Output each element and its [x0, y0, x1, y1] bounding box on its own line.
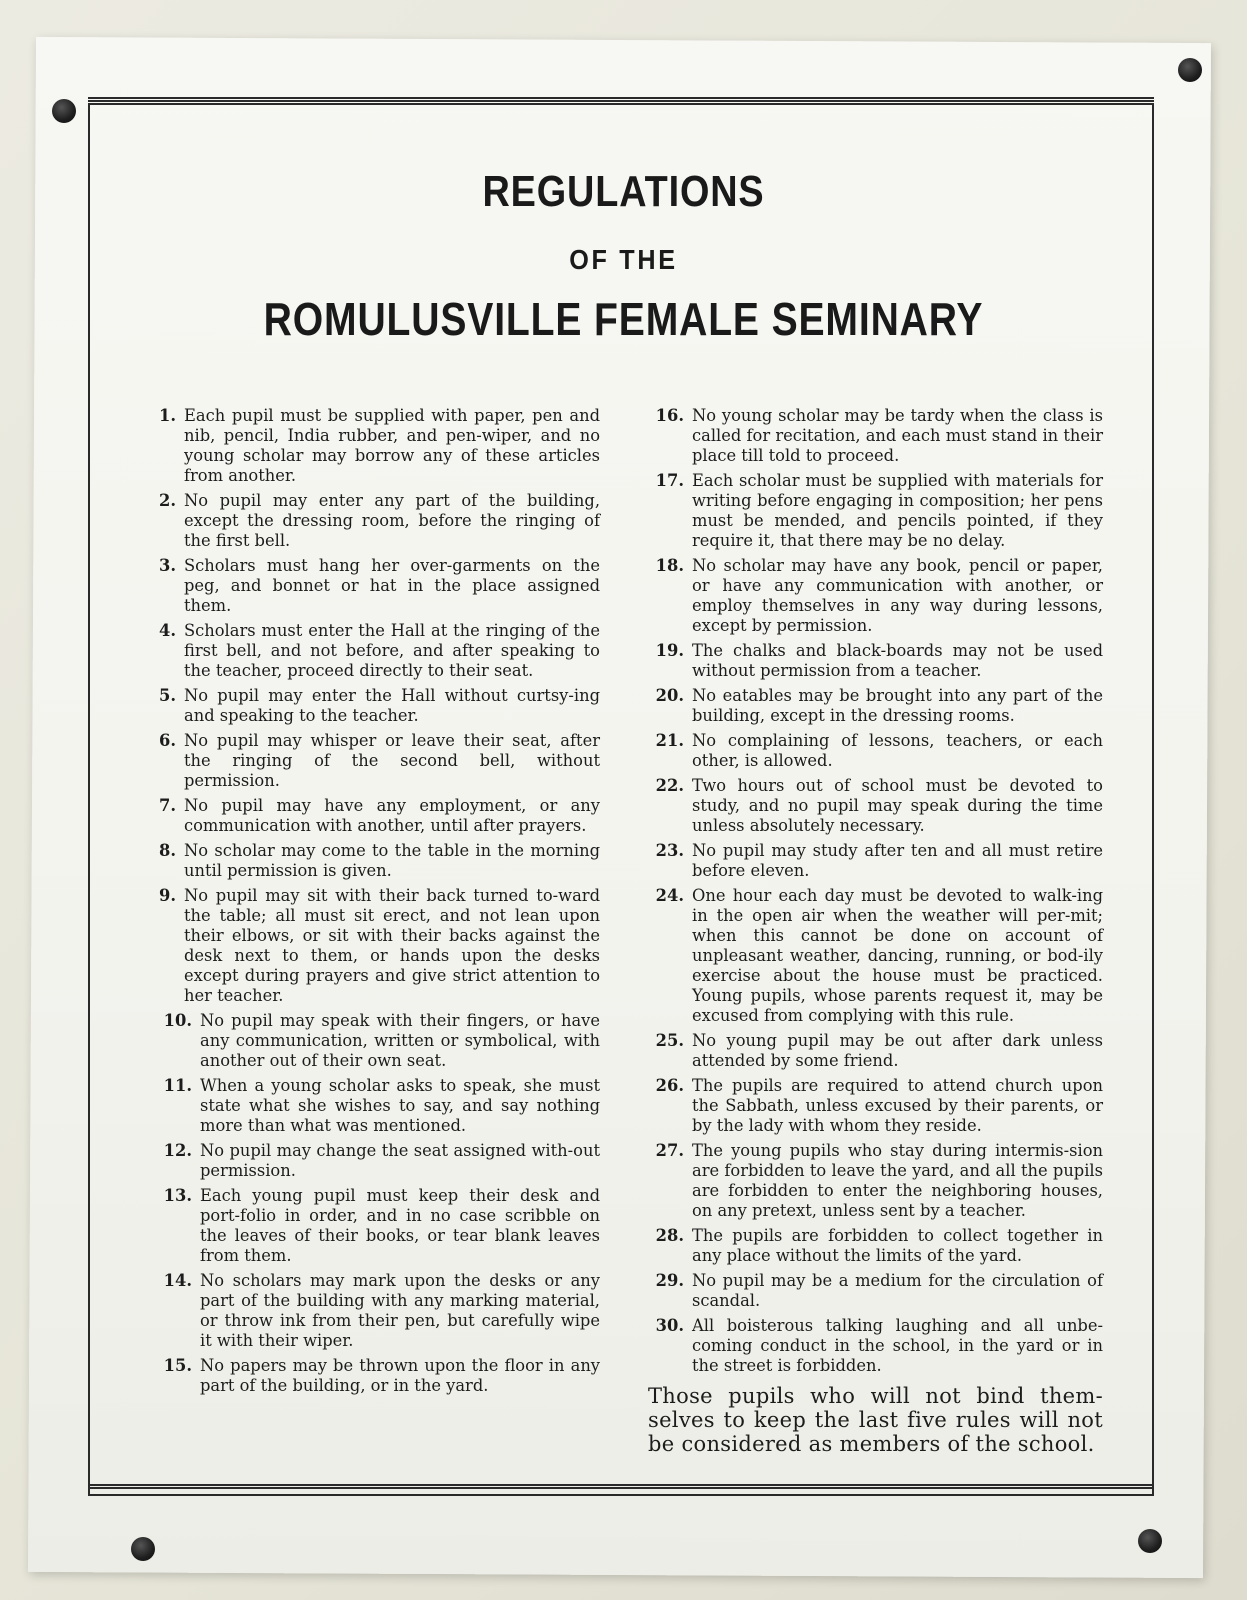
rule-text: No pupil may speak with their fingers, or have any communication, written or symbolical, with another out of their own seat. [200, 1011, 600, 1070]
rule-item [648, 1031, 1103, 1071]
rule-number: 18. [655, 556, 684, 575]
rule-text: The chalks and black-boards may not be used without permission from a teacher. [692, 641, 1103, 680]
pushpin-icon [52, 99, 76, 123]
rule-number: 9. [159, 886, 176, 905]
rule-number: 1. [159, 406, 176, 425]
rule-text: No young pupil may be out after dark unless attended by some friend. [692, 1031, 1103, 1070]
rule-item [648, 1226, 1103, 1266]
rule-number: 21. [655, 731, 684, 750]
institution-name: ROMULUSVILLE FEMALE SEMINARY [263, 293, 984, 345]
rule-item [140, 1356, 600, 1396]
rule-text: No pupil may enter the Hall without curtsy-ing and speaking to the teacher. [184, 686, 600, 725]
rule-text: No pupil may enter any part of the building, except the dressing room, before the ringing of the first bell. [184, 491, 600, 550]
rule-number: 6. [159, 731, 176, 750]
rule-item [140, 556, 600, 616]
rule-number: 4. [159, 621, 176, 640]
rule-text: The pupils are required to attend church upon the Sabbath, unless excused by their parents, or by the lady with whom they reside. [692, 1076, 1103, 1135]
rule-text: The young pupils who stay during intermis-sion are forbidden to leave the yard, and all the pupils are forbidden to enter the neighboring houses, on any pretext, unless sent by a teacher. [692, 1141, 1103, 1220]
rule-number: 8. [159, 841, 176, 860]
rule-item [648, 886, 1103, 1026]
rule-item [140, 796, 600, 836]
pushpin-icon [131, 1537, 155, 1561]
rule-item [648, 1141, 1103, 1221]
rule-number: 29. [655, 1271, 684, 1290]
rule-text: The pupils are forbidden to collect together in any place without the limits of the yard. [692, 1226, 1103, 1265]
rule-text: Scholars must enter the Hall at the ringing of the first bell, and not before, and after speaking to the teacher, proceed directly to their seat. [184, 621, 600, 680]
rule-text: No pupil may have any employment, or any communication with another, until after prayers. [184, 796, 600, 835]
pushpin-icon [1178, 58, 1202, 82]
rule-item [648, 471, 1103, 551]
rule-item [140, 686, 600, 726]
rule-text: No scholar may come to the table in the morning until permission is given. [184, 841, 600, 880]
rule-item [648, 731, 1103, 771]
rule-item [648, 776, 1103, 836]
rule-item [648, 641, 1103, 681]
rule-text: No papers may be thrown upon the floor in any part of the building, or in the yard. [200, 1356, 600, 1395]
rule-number: 25. [655, 1031, 684, 1050]
rule-item [140, 1011, 600, 1071]
rule-number: 27. [655, 1141, 684, 1160]
rule-number: 2. [159, 491, 176, 510]
rule-item [140, 886, 600, 1006]
rule-number: 10. [163, 1011, 192, 1030]
rule-item [140, 621, 600, 681]
rules-column-right [648, 406, 1103, 1456]
rule-item [648, 1316, 1103, 1376]
rule-text: One hour each day must be devoted to walk-ing in the open air when the weather will per-mit; when this cannot be done on account of unpleasant weather, dancing, running, or bod-ily exercise about the house must be practiced. Young pupils, whose parents request it, may be excused from complying with this rule. [692, 886, 1103, 1025]
rules-column-left [140, 406, 600, 1401]
rule-item [140, 1186, 600, 1266]
closing-statement: Those pupils who will not bind them-selves to keep the last five rules will not be considered as members of the school. [648, 1384, 1103, 1456]
rule-number: 22. [655, 776, 684, 795]
rule-text: Two hours out of school must be devoted to study, and no pupil may speak during the time unless absolutely necessary. [692, 776, 1103, 835]
rule-text: Each pupil must be supplied with paper, pen and nib, pencil, India rubber, and pen-wiper, and no young scholar may borrow any of these articles from another. [184, 406, 600, 485]
rule-item [648, 1271, 1103, 1311]
rule-number: 26. [655, 1076, 684, 1095]
rule-text: When a young scholar asks to speak, she must state what she wishes to say, and say nothing more than what was mentioned. [200, 1076, 600, 1135]
rule-text: No pupil may change the seat assigned with-out permission. [200, 1141, 600, 1180]
rule-number: 17. [655, 471, 684, 490]
rule-item [140, 406, 600, 486]
pushpin-icon [1138, 1529, 1162, 1553]
rule-item [648, 406, 1103, 466]
rule-text: No young scholar may be tardy when the class is called for recitation, and each must stand in their place till told to proceed. [692, 406, 1103, 465]
rule-number: 5. [159, 686, 176, 705]
rule-text: All boisterous talking laughing and all unbe-coming conduct in the school, in the yard or in the street is forbidden. [692, 1316, 1103, 1375]
rule-number: 16. [655, 406, 684, 425]
rule-number: 28. [655, 1226, 684, 1245]
poster-title: REGULATIONS [482, 167, 765, 216]
border-rule-top [88, 97, 1154, 102]
rule-item [140, 1271, 600, 1351]
border-rule-bottom [88, 1484, 1154, 1489]
rule-text: No complaining of lessons, teachers, or each other, is allowed. [692, 731, 1103, 770]
poster-subtitle: OF THE [569, 244, 678, 275]
rule-number: 3. [159, 556, 176, 575]
rule-number: 19. [655, 641, 684, 660]
rule-item [648, 686, 1103, 726]
rule-number: 30. [655, 1316, 684, 1335]
rule-text: No pupil may sit with their back turned to-ward the table; all must sit erect, and not lean upon their elbows, or sit with their backs against the desk next to them, or hands upon the desks except during prayers and give strict attention to her teacher. [184, 886, 600, 1005]
rule-number: 24. [655, 886, 684, 905]
rule-text: No eatables may be brought into any part of the building, except in the dressing rooms. [692, 686, 1103, 725]
rule-text: No pupil may study after ten and all must retire before eleven. [692, 841, 1103, 880]
rule-number: 11. [163, 1076, 192, 1095]
rule-number: 23. [655, 841, 684, 860]
rule-item [140, 1076, 600, 1136]
rule-item [140, 731, 600, 791]
rule-item [648, 841, 1103, 881]
rule-text: No pupil may whisper or leave their seat, after the ringing of the second bell, without permission. [184, 731, 600, 790]
rule-text: Each young pupil must keep their desk and port-folio in order, and in no case scribble on the leaves of their books, or tear blank leaves from them. [200, 1186, 600, 1265]
rule-text: No scholar may have any book, pencil or paper, or have any communication with another, or employ themselves in any way during lessons, except by permission. [692, 556, 1103, 635]
rule-text: Scholars must hang her over-garments on the peg, and bonnet or hat in the place assigned them. [184, 556, 600, 615]
rule-number: 13. [163, 1186, 192, 1205]
rule-number: 7. [159, 796, 176, 815]
rule-text: Each scholar must be supplied with materials for writing before engaging in composition; her pens must be mended, and pencils pointed, if they require it, that there may be no delay. [692, 471, 1103, 550]
rule-item [140, 1141, 600, 1181]
rule-item [140, 491, 600, 551]
rule-number: 20. [655, 686, 684, 705]
rule-number: 15. [163, 1356, 192, 1375]
rule-text: No pupil may be a medium for the circulation of scandal. [692, 1271, 1103, 1310]
rule-item [648, 1076, 1103, 1136]
rule-item [140, 841, 600, 881]
rule-number: 12. [163, 1141, 192, 1160]
rule-item [648, 556, 1103, 636]
rule-number: 14. [163, 1271, 192, 1290]
rule-text: No scholars may mark upon the desks or any part of the building with any marking material, or throw ink from their pen, but carefully wipe it with their wiper. [200, 1271, 600, 1350]
